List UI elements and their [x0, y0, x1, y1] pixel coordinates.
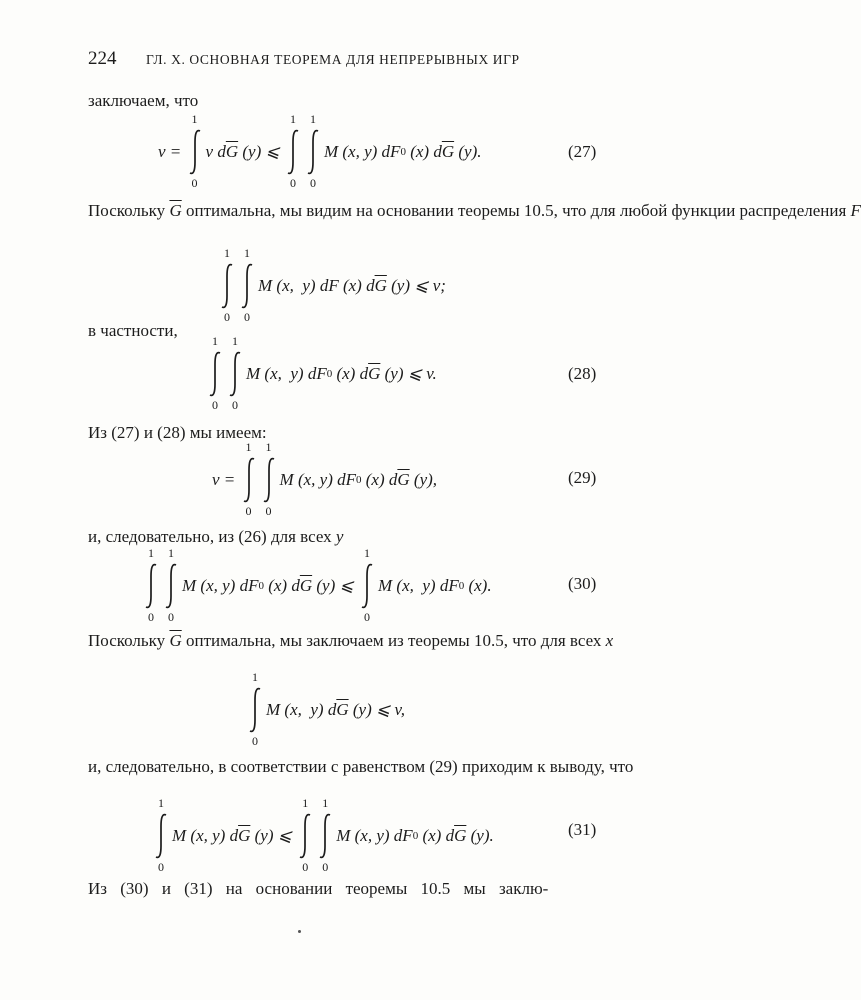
- integral-sign: 1 0: [168, 546, 174, 624]
- integral-sign: 1 0: [245, 440, 252, 518]
- equation-number-30: (30): [568, 574, 597, 593]
- equation-number-27: (27): [568, 142, 597, 161]
- print-speck: [298, 930, 301, 933]
- integral-sign: 1 0: [302, 796, 309, 874]
- integral-sign: 1 0: [322, 796, 329, 874]
- equation-27: v = 1 0 v d $\overline{G}$ (y) ⩽ 1 0 1 0 M (x, y) dF 0 (x) d $\overline{G}$ (y).: [158, 112, 482, 190]
- equation-29: v = 1 0 1 0 M (x, y) dF 0 (x) d $\overline{G}$ (y),: [212, 440, 438, 518]
- integral-sign: 1 0: [364, 546, 370, 624]
- integral-sign: 1 0: [191, 112, 198, 190]
- integral-sign: 1 0: [148, 546, 154, 624]
- integral-sign: 1 0: [265, 440, 272, 518]
- equation-31: 1 0 M (x, y) d $\overline{G}$ (y) ⩽ 1 0 1 0 M (x, y) dF 0 (x) d $\overline{G}$ (y).: [152, 812, 494, 860]
- paragraph-2: Поскольку $\overline{G}$ оптимальна, мы видим на основании теоремы 10.5, что для любой функции распределения F: [88, 201, 861, 220]
- paragraph-1: заключаем, что: [88, 91, 199, 110]
- integral-sign: 1 0: [158, 796, 164, 874]
- integral-sign: 1 0: [252, 670, 258, 748]
- integral-sign: 1 0: [232, 334, 238, 412]
- paragraph-8: Из (30) и (31) на основании теоремы 10.5 мы заклю-: [88, 879, 549, 898]
- paragraph-3: в частности,: [88, 321, 178, 340]
- paragraph-6: Поскольку $\overline{G}$ оптимальна, мы заключаем из теоремы 10.5, что для всех x: [88, 631, 614, 650]
- paragraph-4: Из (27) и (28) мы имеем:: [88, 423, 267, 442]
- equation-number-29: (29): [568, 468, 597, 487]
- equation-30: 1 0 1 0 M (x, y) dF 0 (x) d $\overline{G}$ (y) ⩽ 1 0 M (x, y) dF 0 (x).: [142, 562, 492, 610]
- paragraph-7: и, следовательно, в соответствии с равенством (29) приходим к выводу, что: [88, 757, 634, 776]
- equation-unnumbered-2: 1 0 M (x, y) d $\overline{G}$ (y) ⩽ v,: [246, 686, 405, 734]
- equation-number-31: (31): [568, 820, 597, 839]
- equation-unnumbered-1: 1 0 1 0 M (x, y) dF (x) d $\overline{G}$ (y) ⩽ v;: [218, 262, 446, 310]
- integral-sign: 1 0: [309, 112, 316, 190]
- equation-number-28: (28): [568, 364, 597, 383]
- paragraph-5: и, следовательно, из (26) для всех y: [88, 527, 344, 546]
- running-title: ГЛ. X. ОСНОВНАЯ ТЕОРЕМА ДЛЯ НЕПРЕРЫВНЫХ ИГР: [146, 52, 520, 67]
- equation-28: 1 0 1 0 M (x, y) dF 0 (x) d $\overline{G}$ (y) ⩽ v.: [206, 350, 437, 398]
- integral-sign: 1 0: [224, 246, 230, 324]
- integral-sign: 1 0: [212, 334, 218, 412]
- page-number: 224: [88, 48, 117, 69]
- integral-sign: 1 0: [244, 246, 250, 324]
- integral-sign: 1 0: [289, 112, 296, 190]
